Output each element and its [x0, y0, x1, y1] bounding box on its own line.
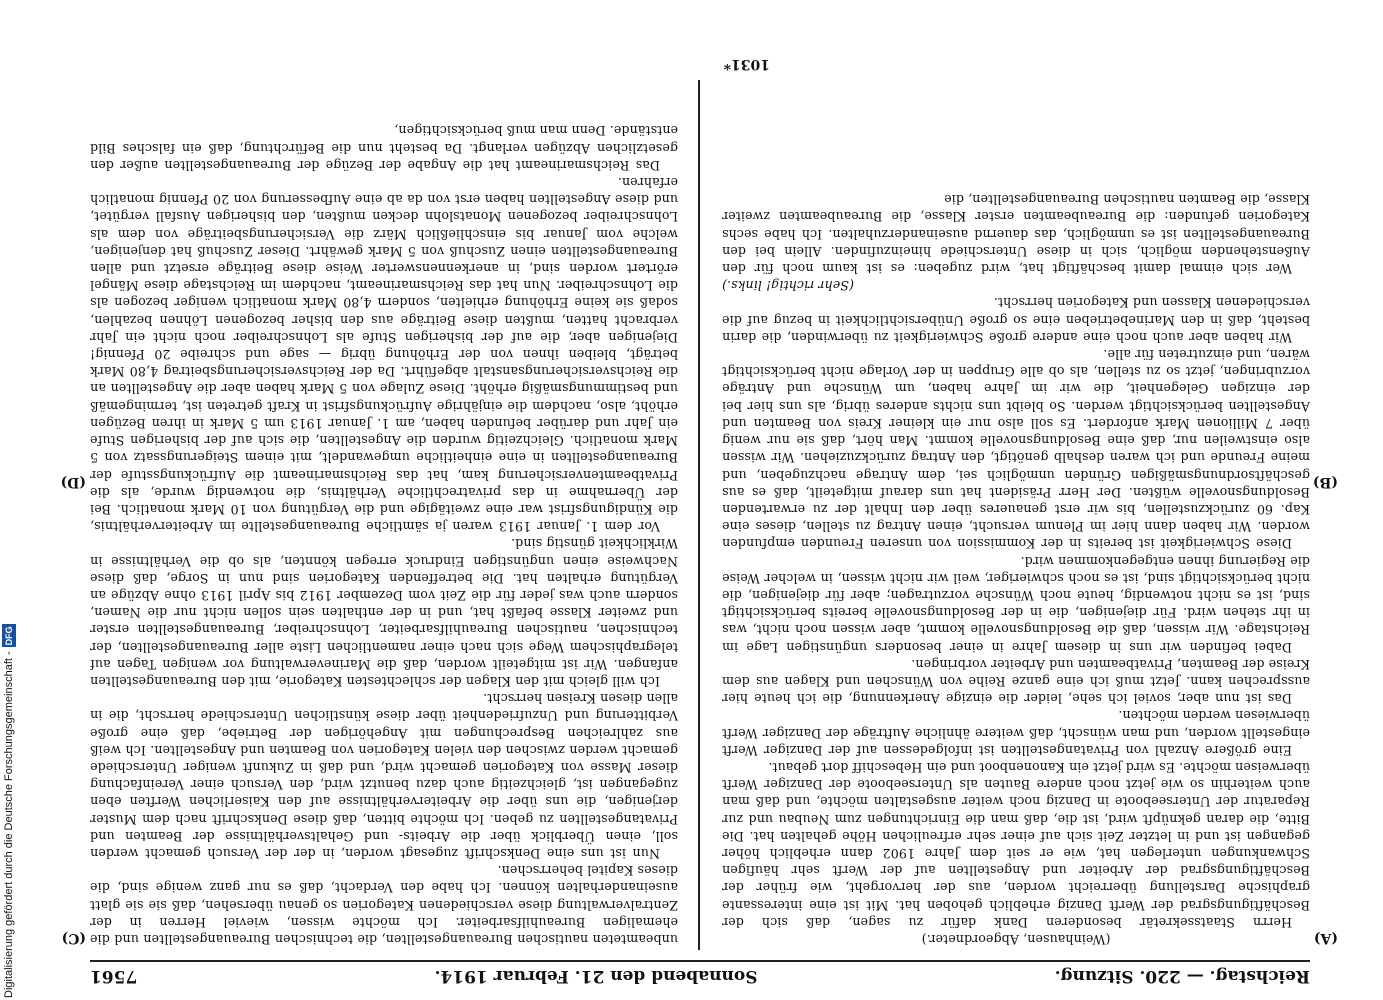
left-paragraph: Herrn Staatssekretär besonderen Dank dafür zu sagen, daß sich der Beschäftigungsgrad der Werft Danzig erheblich gehoben hat. Mit ist eine interessante graphische Darstellung überreicht worden, aus der hervorgeht, wie früher der Beschäftigungsgrad der Arbeiter und Angestellten auf der Werft sehr häufigen Schwankungen unterlegen hat, wie er seit dem Jahre 1902 dann erheblich höher gegangen ist und in letzter Zeit sich auf einer sehr erfreulichen Höhe gehalten hat. Die Bitte, die daran geknüpft wird, ist die, daß man die Einrichtungen zum Neubau und zur Reparatur der Unterseeboote in Danzig noch weiter ausgestalten möchte, und daß man auch weiterhin so wie jetzt noch andere Bauten als Unterseeboote der Danziger Werft überweisen möchte. Es wird jetzt ein Kanonenboot und ein Hebeschiff dort gebaut. [722, 759, 1310, 930]
margin-mark-a: (A) [1313, 930, 1338, 946]
rotated-page [60, 40, 1338, 990]
header-left-title: Reichstag. — 220. Sitzung. [1054, 966, 1310, 986]
right-paragraph: Nun ist uns eine Denkschrift zugesagt worden, in der der Versuch gemacht werden soll, einen Überblick über die Arbeits- und Gehaltsverhältnisse der Beamten und Privatangestellten zu geben. Ich möchte bitten, daß diese Denkschrift nach dem Muster derjenigen, die uns über die Arbeiterverhältnisse auf den Kaiserlichen Werften eben zugegangen ist, gleichzeitig auch dazu benutzt wird, den Versuch einer Vereinfachung dieser Masse von Kategorien gemacht wird, und daß in Zukunft weniger Unterschiede gemacht werden zwischen den vielen Kategorien von Beamten und Angestellten. Ich weiß aus zahlreichen Besprechungen mit Angehörigen der Betriebe, daß eine große Verbitterung und Unzufriedenheit über diese künstlichen Unterschiede herrscht, die in allen diesen Kreisen herrscht. [90, 691, 678, 861]
speaker-note: (Weinhausen, Abgeordneter.) [921, 932, 1111, 947]
left-paragraph: Eine größere Anzahl von Privatangestellten ist infolgedessen auf der Danziger Werft eingestellt worden, und man wünscht, daß weitere ähnliche Aufträge der Danziger Werft überwiesen werden möchten. [722, 708, 1310, 758]
right-paragraph: Ich will gleich mit den Klagen der schlechtesten Kategorie, mit den Bureauangestellten anfangen. Wir ist mitgeteilt worden, daß die Marineverwaltung vor wenigen Tagen auf telegraphischem Wege sich nach einer namentlichen Liste aller Bureauangestellten, der technischen, nautischen Bureauhilfsarbeiter, Lohnschreiber, Bureauangestellten erster und zweiter Klasse befaßt hat, und in der enthalten sein sollen nicht nur die Namen, sondern auch was jeder für die Zeit vom Dezember 1912 bis April 1913 ohne Abzüge an Vergütung erhalten hat. Die betreffenden Kategorien sind nun in Sorge, daß diese Nachweise einen ungünstigen Eindruck erregen könnten, als ob die Verhältnisse in Wirklichkeit günstig sind. [90, 536, 678, 689]
margin-mark-d: (D) [60, 474, 86, 490]
right-paragraph: Das Reichsmarineamt hat die Angabe der Bezüge der Bureauangestellten außer den gesetzlichen Abzügen verlangt. Da besteht nun die Befürchtung, daß ein falsches Bild entstände. Denn man muß berücksichtigen, [90, 123, 678, 173]
margin-mark-c: (C) [61, 930, 86, 946]
left-paragraph: Das ist nun aber, soviel ich sehe, leider die einzige Anerkennung, die ich heute hier aussprechen kann. Jetzt muß ich eine ganze Reihe von Wünschen und Klagen aus dem Kreise der Beamten, Privatbeamten und Arbeiter vorbringen. [722, 656, 1310, 707]
margin-mark-b: (B) [1312, 474, 1338, 490]
page-header [90, 960, 1310, 990]
left-column [722, 88, 1310, 948]
column-divider [698, 80, 700, 950]
right-paragraph: unbeamteten nautischen Bureauangestellten, die technischen Bureauangestellten und die ehemaligen Bureauhilfsarbeiter. Ich möchte wissen, wieviel Herren in der Zentralverwaltung diese verschiedenen Kategorien so genau übersehen, daß sie sie glatt auseinanderhalten können. Ich habe den Verdacht, daß es nur ganz wenige sind, die dieses Kapitel beherrschen. [90, 863, 678, 947]
right-paragraph: Vor dem 1. Januar 1913 waren ja sämtliche Bureauangestellte im Arbeiterverhältnis, die Kündigungsfrist war eine zweitägige und die Vergütung von 10 Mark monatlich. Bei der Übernahme in das privatrechtliche Verhältnis, die notwendig wurde, als die Privatbeamtenversicherung kam, hat das Reichsmarineamt die Aufrückungsstufe der Bureauangestellten in eine einheitliche umgewandelt, mit einem Steigerungssatz von 5 Mark monatlich. Gleichzeitig wurden die Angestellten, die sich auf der bisherigen Stufe ein Jahr und darüber befunden haben, am 1. Januar 1913 um 5 Mark in ihren Bezügen erhöht, also, nachdem die einjährige Aufrückungsfrist in Kraft getreten ist, termingemäß und bestimmungsmäßig erhöht. Diese Zulage von 5 Mark haben aber die Angestellten an die Reichsversicherungsanstalt abgeführt. Da der Reichsversicherungsbeitrag 4,80 Mark beträgt, bleiben ihnen von der Erhöhung übrig — sage und schreibe 20 Pfennig! Diejenigen aber, die auf der bisherigen Stufe als Lohnschreiber noch nicht ein Jahr verbracht hatten, mußten diese Beiträge aus den bisher bezogenen Löhnen bezahlen, sodaß sie keine Erhöhung erhielten, sondern 4,80 Mark monatlich weniger bezogen als die Lohnschreiber. Nun hat das Reichsmarineamt, nachdem im Reichstage diese Mängel erörtert worden sind, in anerkennenswerter Weise diese Beiträge ersetzt und allen Bureauangestellten einen Zuschuß von 5 Mark gewährt. Dieser Zuschuß hat denjenigen, welche vom Januar bis einschließlich März die Versicherungsbeiträge von dem als Lohnschreiber bezogenen Monatslohn decken mußten, den bisherigen Ausfall vergütet, und diese Angestellten haben erst von da ab eine Aufbesserung von 20 Pfennig monatlich erfahren. [90, 175, 678, 535]
dfg-logo: DFG [4, 626, 14, 646]
left-paragraph: Diese Schwierigkeit ist bereits in der Kommission von unseren Freunden empfunden worden. Wir haben dann hier im Plenum versucht, einen Antrag zu stellen, dieses eine Kap. 60 zurückzustellen, bis wir erst genaueres über den Inhalt der zu erwartenden Besoldungsnovelle wüßten. Der Herr Präsident hat uns darauf mitgeteilt, daß es aus geschäftsordnungsmäßigen Gründen unmöglich sei, dem Antrage nachzugeben, und meine Freunde und ich waren deshalb genötigt, den Antrag zurückzuziehen. Wir wissen also einstweilen nur, daß eine Besoldungsnovelle kommt. Man hört, daß sie nur wenig über 7 Millionen Mark anfordert. Es soll also nur ein kleiner Kreis von Beamten und Angestellten berücksichtigt werden. So bleibt uns nichts anderes übrig, als uns hier bei der einzigen Gelegenheit, die wir im Jahre haben, um Wünsche und Anträge vorzubringen, jetzt so zu stellen, als ob alle Gruppen in der Vorlage nicht berücksichtigt wären, und einzutreten für alle. [722, 347, 1310, 552]
interjection: (Sehr richtig! links.) [722, 278, 854, 294]
left-paragraph: Dabei befinden wir uns in diesem Jahre in einer besonders ungünstigen Lage im Reichstage. Wir wissen, daß die Besoldungsnovelle kommt, aber wissen noch nicht, was in ihr stehen wird. Für diejenigen, die in der Besoldungsnovelle bereits berücksichtigt sind, ist es nicht notwendig, heute noch Wünsche vorzutragen; aber für diejenigen, die nicht berücksichtigt sind, ist es noch schwieriger, weil wir nicht wissen, in welcher Weise die Regierung ihnen entgegenkommen wird. [722, 553, 1310, 655]
left-paragraph: Wer sich einmal damit beschäftigt hat, wird zugeben: es ist kaum noch für den Außenstehenden möglich, sich in diese Unterschiede hineinzufinden. Allein bei den Bureauangestellten ist es unmöglich, das dauernd auseinanderzuhalten. Ich habe sechs Kategorien gefunden: die Bureaubeamten erster Klasse, die Bureaubeamten zweiter Klasse, die Beamten nautischen Bureauangestellten, die [722, 192, 1310, 277]
digitization-footer [2, 606, 16, 998]
header-right-title: Sonnabend den 21. Februar 1914. [434, 966, 758, 986]
page-footer-number: 1031* [723, 56, 770, 72]
footer-text: Digitalisierung gefördert durch die Deutsche Forschungsgemeinschaft - [3, 651, 15, 998]
left-paragraph: Wir haben aber auch noch eine andere große Schwierigkeit zu überwinden, die darin besteht, daß in den Marinebetrieben eine so große Unübersichtlichkeit in bezug auf die verschiedenen Klassen und Kategorien herrscht. [722, 295, 1310, 345]
page-number: 7561 [90, 966, 138, 986]
right-column [90, 88, 678, 948]
